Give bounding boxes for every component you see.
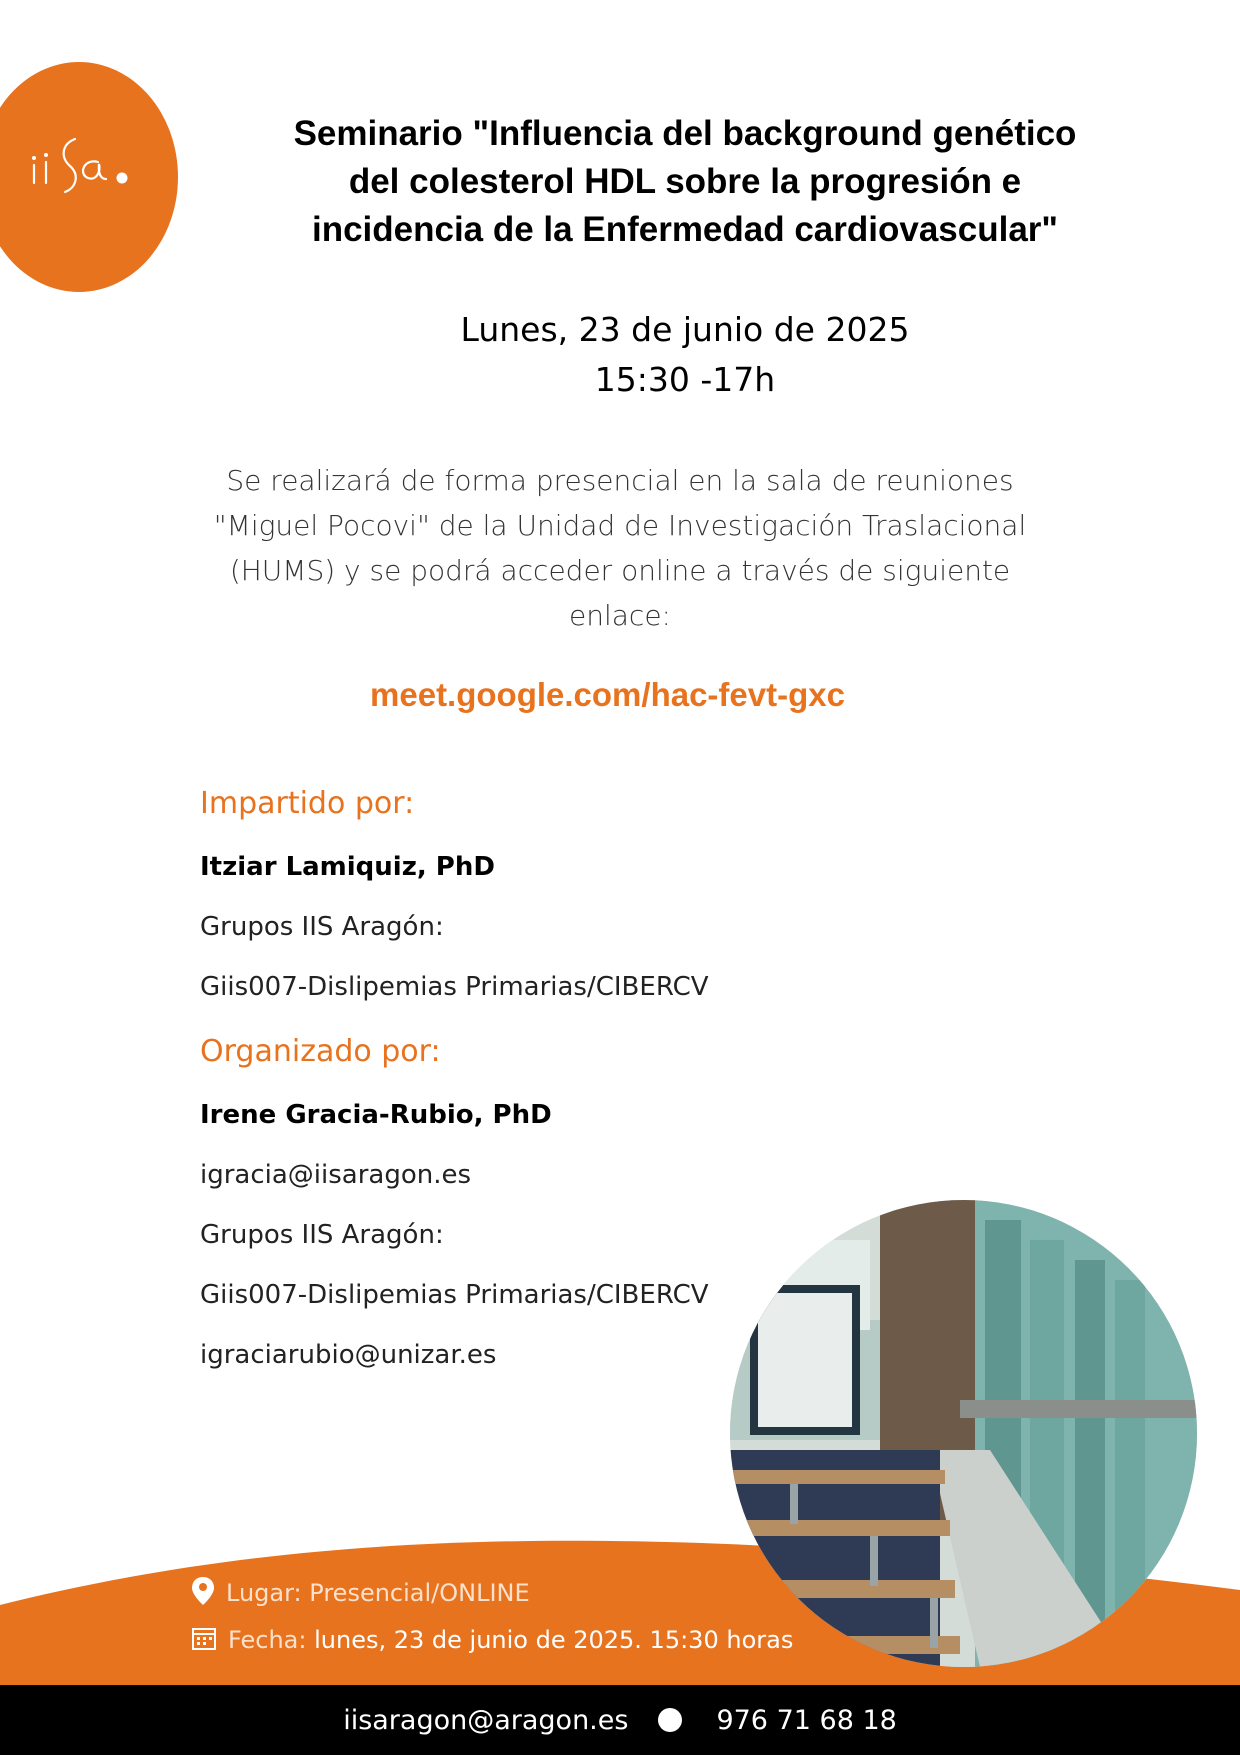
organizer-email-secondary[interactable]: igraciarubio@unizar.es	[200, 1340, 497, 1370]
speaker-heading: Impartido por:	[200, 786, 415, 821]
venue-description	[160, 458, 1080, 638]
speaker-name: Itziar Lamiquiz, PhD	[200, 852, 495, 882]
description-line: "Miguel Pocovi" de la Unidad de Investigación Traslacional	[213, 509, 1027, 542]
schedule	[290, 305, 1080, 405]
title-line: del colesterol HDL sobre la progresión e	[348, 162, 1022, 201]
footer-phone[interactable]: 976 71 68 18	[716, 1704, 897, 1736]
iisa-logo	[0, 62, 178, 292]
footer-bar	[0, 1685, 1240, 1755]
date-info	[192, 1626, 793, 1656]
speaker-group-label: Grupos IIS Aragón:	[200, 912, 444, 942]
footer-email[interactable]: iisaragon@aragon.es	[343, 1704, 629, 1736]
organizer-email[interactable]: igracia@iisaragon.es	[200, 1160, 472, 1190]
place-label: Lugar:	[226, 1579, 302, 1607]
title-line: incidencia de la Enfermedad cardiovascular"	[311, 210, 1059, 249]
separator-dot-icon	[658, 1708, 682, 1732]
meet-link[interactable]: meet.google.com/hac-fevt-gxc	[370, 676, 845, 713]
logo-mark	[0, 62, 178, 292]
classroom-photo	[730, 1200, 1197, 1667]
event-date: Lunes, 23 de junio de 2025	[460, 310, 910, 349]
speaker-group: Giis007-Dislipemias Primarias/CIBERCV	[200, 972, 709, 1002]
seminar-title	[200, 110, 1170, 254]
place-info	[192, 1577, 530, 1611]
date-label: Fecha:	[228, 1626, 307, 1654]
description-line: (HUMS) y se podrá acceder online a través de siguiente	[229, 554, 1011, 587]
date-value: lunes, 23 de junio de 2025. 15:30 horas	[314, 1626, 794, 1654]
location-pin-icon	[192, 1577, 214, 1611]
organizer-group-label: Grupos IIS Aragón:	[200, 1220, 444, 1250]
organizer-group: Giis007-Dislipemias Primarias/CIBERCV	[200, 1280, 709, 1310]
description-line: Se realizará de forma presencial en la sala de reuniones	[226, 464, 1014, 497]
event-time: 15:30 -17h	[594, 360, 776, 399]
organizer-name: Irene Gracia-Rubio, PhD	[200, 1100, 552, 1130]
description-line: enlace:	[569, 599, 671, 632]
organizer-heading: Organizado por:	[200, 1034, 441, 1069]
calendar-icon	[192, 1626, 216, 1656]
place-value: Presencial/ONLINE	[309, 1579, 530, 1607]
title-line: Seminario "Influencia del background genético	[293, 114, 1077, 153]
